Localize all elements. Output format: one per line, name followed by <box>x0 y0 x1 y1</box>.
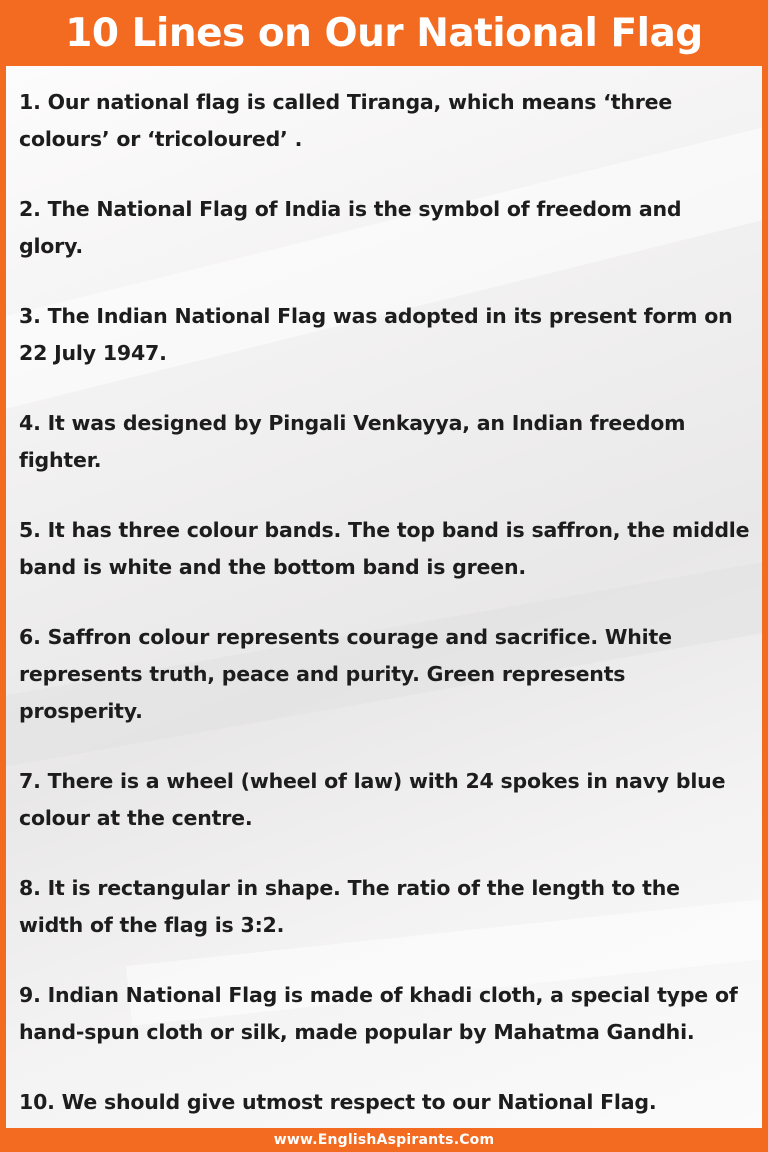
title-banner <box>0 0 768 66</box>
list-item: 4. It was designed by Pingali Venkayya, an Indian freedom fighter. <box>19 411 686 472</box>
list-item: 8. It is rectangular in shape. The ratio of the length to the width of the flag is 3:2. <box>19 876 680 937</box>
list-item: 10. We should give utmost respect to our National Flag. <box>19 1090 657 1114</box>
list-item: 3. The Indian National Flag was adopted in its present form on 22 July 1947. <box>19 304 733 365</box>
list-item: 6. Saffron colour represents courage and sacrifice. White represents truth, peace and purity. Green represents prosperity. <box>19 625 672 723</box>
content-panel <box>6 66 762 1128</box>
list-item: 5. It has three colour bands. The top band is saffron, the middle band is white and the bottom band is green. <box>19 518 750 579</box>
website-url: www.EnglishAspirants.Com <box>273 1132 495 1148</box>
page-title: 10 Lines on Our National Flag <box>65 10 703 56</box>
points-list <box>6 66 762 1121</box>
list-item: 9. Indian National Flag is made of khadi cloth, a special type of hand-spun cloth or silk, made popular by Mahatma Gandhi. <box>19 983 738 1044</box>
footer <box>0 1128 768 1152</box>
list-item: 2. The National Flag of India is the symbol of freedom and glory. <box>19 197 682 258</box>
list-item: 7. There is a wheel (wheel of law) with 24 spokes in navy blue colour at the centre. <box>19 769 726 830</box>
list-item: 1. Our national flag is called Tiranga, which means ‘three colours’ or ‘tricoloured’ . <box>19 90 673 151</box>
